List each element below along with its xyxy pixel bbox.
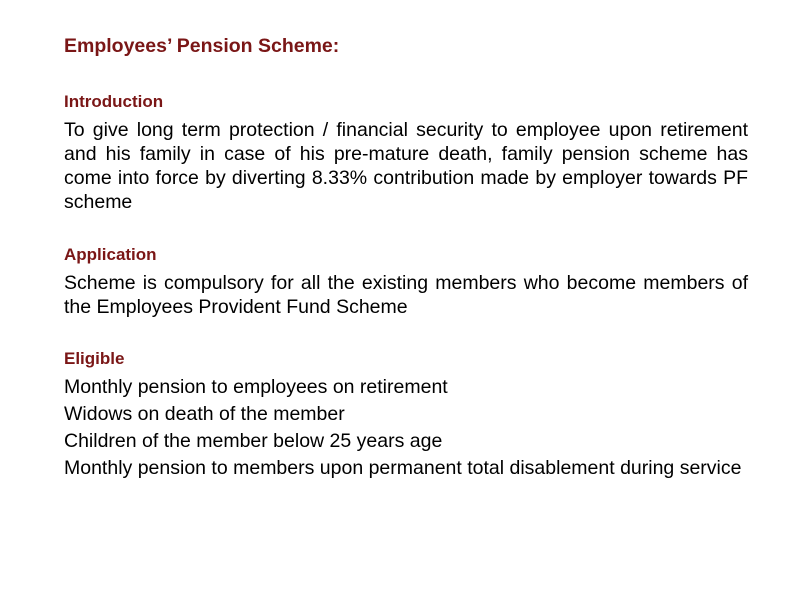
list-item: Children of the member below 25 years age (64, 430, 443, 452)
page-title: Employees’ Pension Scheme: (64, 35, 340, 57)
eligible-heading: Eligible (64, 349, 125, 368)
list-item: Monthly pension to members upon permanent total disablement during service (64, 457, 742, 479)
eligible-list (64, 375, 754, 483)
application-text: Scheme is compulsory for all the existing members who become members of the Employees Provident Fund Scheme (64, 272, 748, 318)
list-item: Widows on death of the member (64, 403, 345, 425)
introduction-text: To give long term protection / financial security to employee upon retirement and his family in case of his pre-mature death, family pension scheme has come into force by diverting 8.33% contribution made by employer towards PF scheme (64, 119, 748, 213)
application-heading: Application (64, 245, 157, 264)
list-item: Monthly pension to employees on retirement (64, 376, 448, 398)
introduction-heading: Introduction (64, 92, 164, 111)
